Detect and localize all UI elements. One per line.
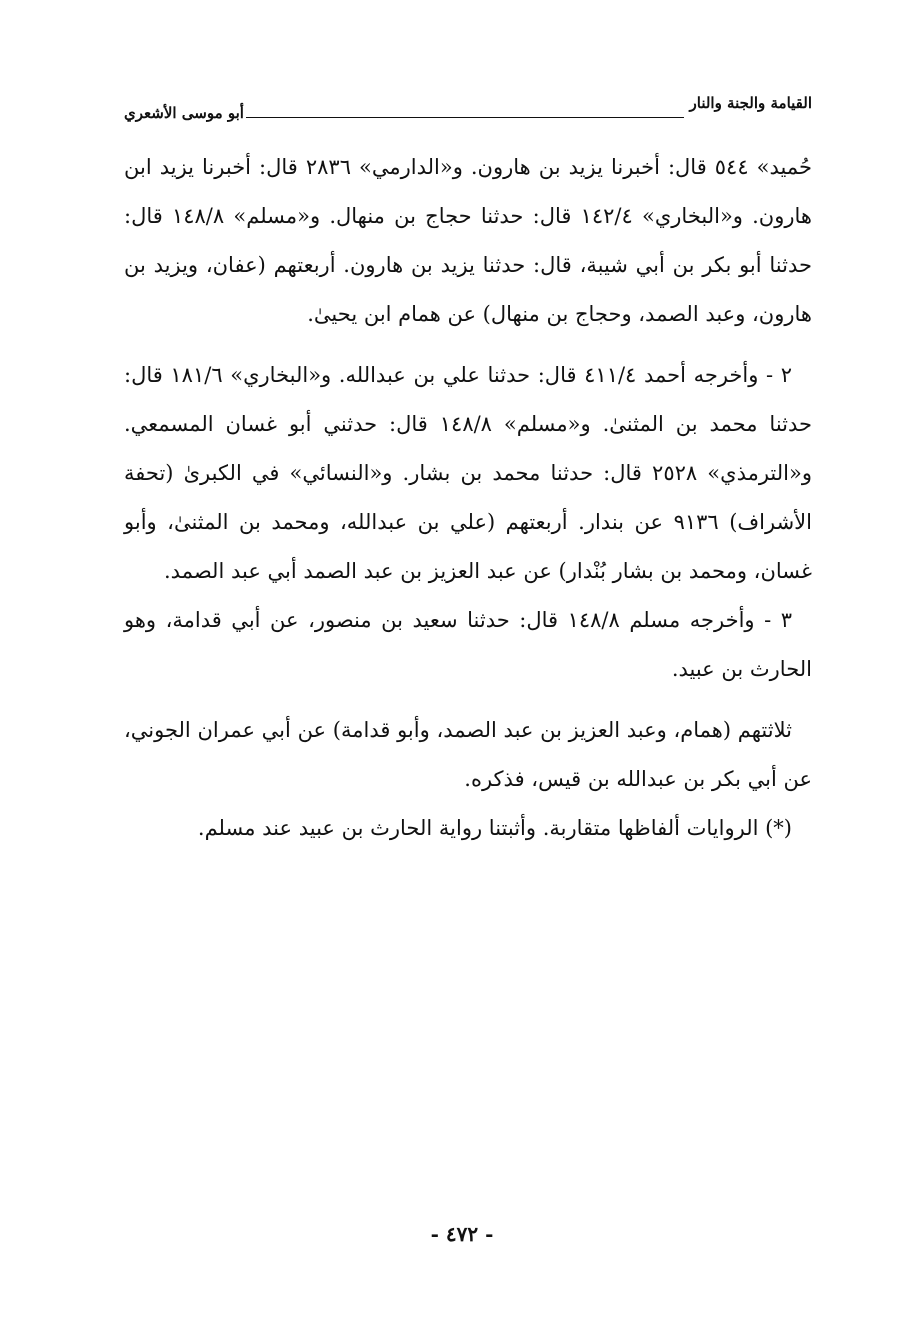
paragraph: ٢ - وأخرجه أحمد ٤١١/٤ قال: حدثنا علي بن عبدالله. و«البخاري» ١٨١/٦ قال: حدثنا محمد بن المثنىٰ. و«مسلم» ١٤٨/٨ قال: حدثني أبو غسان المسمعي. و«الترمذي» ٢٥٢٨ قال: حدثنا محمد بن بشار. و«النسائي» في الكبرىٰ (تحفة الأشراف) ٩١٣٦ عن بندار. أربعتهم (علي بن عبدالله، ومحمد بن المثنىٰ، وأبو غسان، ومحمد بن بشار بُنْدار) عن عبد العزيز بن عبد الصمد أبي عبد الصمد. [124, 363, 812, 583]
page-number: - ٤٧٢ - [430, 1222, 494, 1246]
footnote: (*) الروايات ألفاظها متقاربة. وأثبتنا رواية الحارث بن عبيد عند مسلم. [197, 816, 792, 840]
paragraph: ٣ - وأخرجه مسلم ١٤٨/٨ قال: حدثنا سعيد بن منصور، عن أبي قدامة، وهو الحارث بن عبيد. [124, 608, 812, 681]
author-name: أبو موسى الأشعري [124, 104, 244, 122]
paragraph: ثلاثتهم (همام، وعبد العزيز بن عبد الصمد، وأبو قدامة) عن أبي عمران الجوني، عن أبي بكر بن عبدالله بن قيس، فذكره. [124, 718, 812, 791]
book-title: القيامة والجنة والنار [689, 94, 812, 112]
paragraph: حُميد» ٥٤٤ قال: أخبرنا يزيد بن هارون. و«الدارمي» ٢٨٣٦ قال: أخبرنا يزيد ابن هارون. و«البخاري» ١٤٢/٤ قال: حدثنا حجاج بن منهال. و«مسلم» ١٤٨/٨ قال: حدثنا أبو بكر بن أبي شيبة، قال: حدثنا يزيد بن هارون. أربعتهم (عفان، ويزيد بن هارون، وعبد الصمد، وحجاج بن منهال) عن همام ابن يحيىٰ. [124, 155, 812, 326]
main-text [124, 143, 812, 853]
running-header [124, 90, 812, 124]
header-rule [246, 117, 684, 118]
